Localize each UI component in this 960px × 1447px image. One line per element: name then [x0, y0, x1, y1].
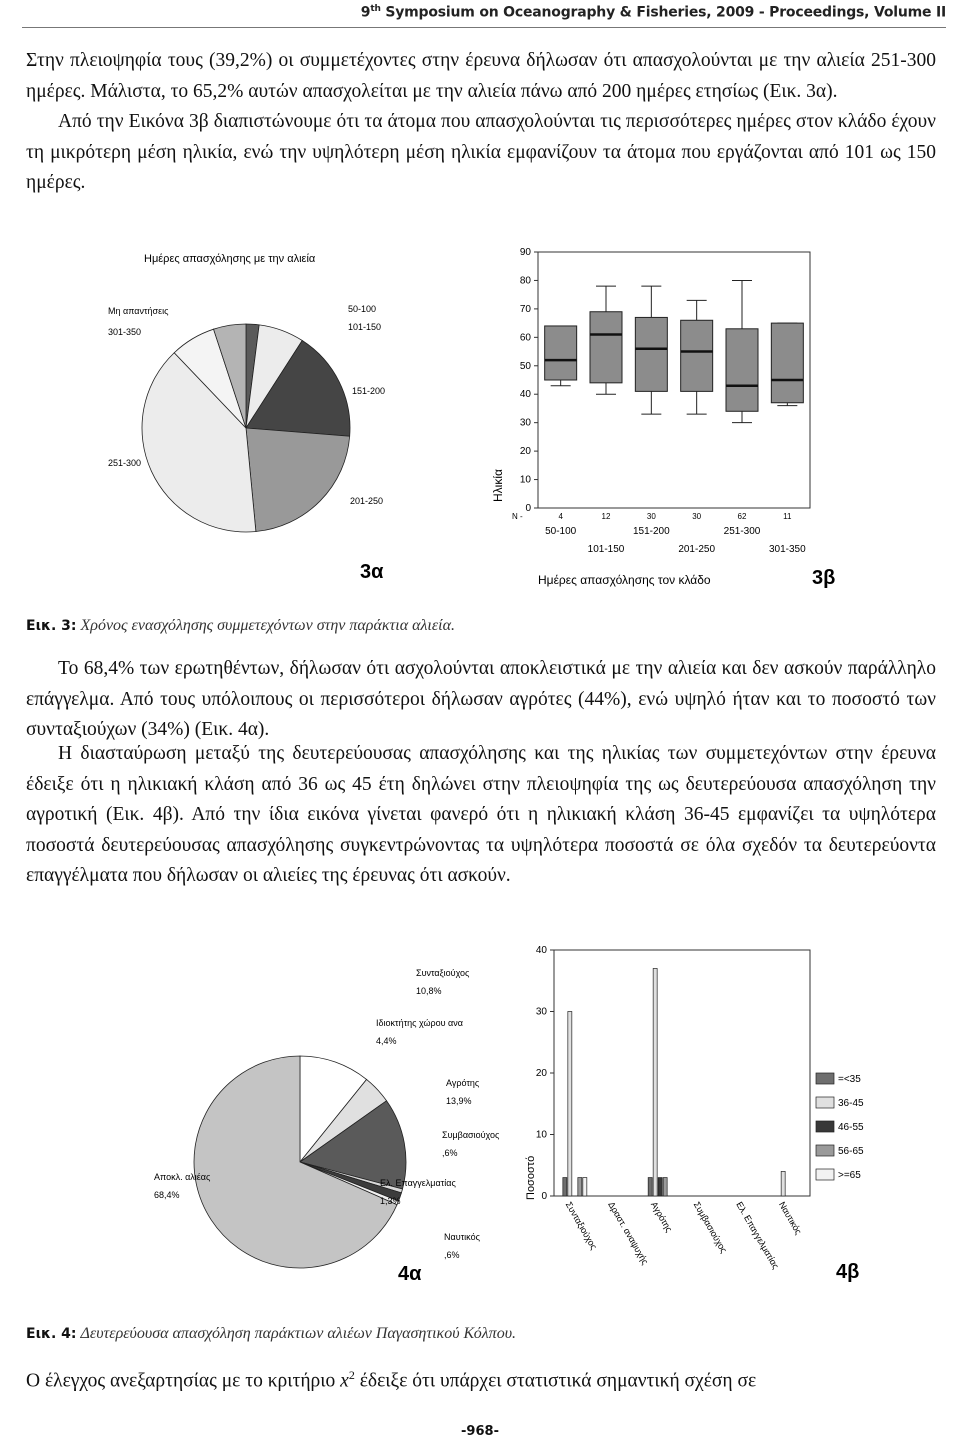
x-category-label: Αγρότης	[648, 1200, 675, 1234]
fig3b-xlabel: Ημέρες απασχόλησης τον κλάδο	[538, 573, 711, 587]
y-tick-label: 10	[519, 474, 531, 486]
box-4	[726, 329, 758, 411]
figure-3-caption: Εικ. 3: Χρόνος ενασχόλησης συμμετεχόντων στην παράκτια αλιεία.	[26, 617, 456, 634]
figure-4a-pie	[140, 962, 510, 1292]
fig3b-ylabel: Ηλικία	[491, 469, 505, 502]
bar	[648, 1178, 652, 1196]
legend-label: 56-65	[838, 1146, 864, 1157]
y-tick-label: 70	[519, 303, 531, 315]
pie-label: Ελ. Επαγγελματίας	[380, 1178, 456, 1188]
figure-4b-bar	[510, 930, 880, 1290]
x-category-label: 301-350	[768, 544, 806, 555]
pie-label: 1,3%	[380, 1196, 401, 1206]
bar	[568, 1012, 572, 1197]
y-tick-label: 50	[519, 360, 531, 372]
fig3b-panel-label: 3β	[812, 567, 836, 589]
y-tick-label: 60	[519, 332, 531, 344]
pie-label: 101-150	[348, 322, 382, 332]
pie-label: ,6%	[442, 1148, 458, 1158]
bar	[583, 1178, 587, 1196]
figure-3a-pie	[96, 236, 396, 586]
pie-label: 50-100	[348, 304, 377, 314]
pie-label: ,6%	[444, 1250, 460, 1260]
pie-label: Ιδιοκτήτης χώρου ανα	[376, 1018, 463, 1028]
legend-swatch	[816, 1169, 834, 1180]
x-category-label: 201-250	[678, 544, 716, 555]
pie-label: 13,9%	[446, 1096, 472, 1106]
x-category-label: 50-100	[545, 526, 577, 537]
pie-label: 201-250	[350, 496, 384, 506]
paragraph-2: Το 68,4% των ερωτηθέντων, δήλωσαν ότι ασχολούνται αποκλειστικά με την αλιεία και δεν ασκούν παράλληλο επάγγελμα. Από τους υπόλοιπους οι περισσότεροι δήλωσαν αγρότες (44%), ενώ υψηλό ήταν και το ποσοστό των συνταξιούχων (34%) (Εικ. 4α).	[26, 658, 936, 740]
pie-label: Μη απαντήσεις	[108, 306, 169, 316]
header-rule	[22, 27, 946, 28]
pie-label: 151-200	[352, 386, 386, 396]
running-header: 9th Symposium on Oceanography & Fisheries, 2009 - Proceedings, Volume II	[360, 4, 946, 21]
y-tick-label: 30	[519, 417, 531, 429]
box-1	[590, 312, 622, 383]
y-tick-label: 10	[535, 1129, 547, 1141]
legend-label: 46-55	[838, 1122, 864, 1133]
fig3a-panel-label: 3α	[360, 561, 384, 583]
x-category-label: Δραστ. αναψυχής	[606, 1200, 651, 1267]
y-tick-label: 90	[519, 247, 531, 258]
legend-swatch	[816, 1097, 834, 1108]
legend-swatch	[816, 1145, 834, 1156]
fig4a-panel-label: 4α	[398, 1263, 422, 1285]
pie-label: 68,4%	[154, 1190, 180, 1200]
box-2	[635, 317, 667, 391]
box-3	[681, 320, 713, 391]
bar	[658, 1178, 662, 1196]
pie-label: 301-350	[108, 327, 142, 337]
box-n: 30	[692, 512, 702, 521]
y-tick-label: 40	[519, 389, 531, 401]
fig4b-ylabel: Ποσοστό	[525, 1155, 537, 1200]
legend-label: =<35	[838, 1074, 861, 1085]
box-n: 11	[783, 512, 792, 521]
bar	[653, 968, 657, 1196]
x-category-label: Ναυτικός	[776, 1200, 804, 1237]
paragraph-1: Στην πλειοψηφία τους (39,2%) οι συμμετέχοντες στην έρευνα δήλωσαν ότι απασχολούνται με την αλιεία 251-300 ημέρες. Μάλιστα, το 65,2% αυτών απασχολείται με την αλιεία πάνω από 200 ημέρες ετησίως (Εικ. 3α). Από την Εικόνα 3β διαπιστώνουμε ότι τα άτομα που απασχολούνται τις περισσότερες ημέρες στον κλάδο έχουν τη μικρότερη μέση ηλικία, ενώ την υψηλότερη μέση ηλικία εμφανίζουν τα άτομα που εργάζονται από 101 ως 150 ημέρες.	[26, 50, 936, 193]
bar	[781, 1171, 785, 1196]
pie-label: Αγρότης	[446, 1078, 480, 1088]
pie-label: Ναυτικός	[444, 1232, 480, 1242]
pie-slice-3	[246, 428, 350, 532]
page-number: -968-	[461, 1424, 499, 1439]
legend-label: >=65	[838, 1170, 861, 1181]
x-category-label: 101-150	[587, 544, 625, 555]
figure-4-caption: Εικ. 4: Δευτερεύουσα απασχόληση παράκτιων αλιέων Παγασητικού Κόλπου.	[26, 1325, 517, 1342]
box-n: 4	[558, 512, 563, 521]
pie-label: Συνταξιούχος	[416, 968, 470, 978]
pie-label: Αποκλ. αλιέας	[154, 1172, 211, 1182]
n-label: N -	[512, 512, 523, 521]
y-tick-label: 30	[535, 1006, 547, 1018]
fig4b-panel-label: 4β	[836, 1261, 860, 1283]
box-n: 12	[601, 512, 611, 521]
plot-frame	[554, 950, 810, 1196]
box-5	[771, 323, 803, 403]
fig3a-title: Ημέρες απασχόλησης με την αλιεία	[144, 253, 316, 265]
box-n: 62	[737, 512, 747, 521]
bar	[563, 1178, 567, 1196]
legend-swatch	[816, 1121, 834, 1132]
y-tick-label: 40	[535, 945, 547, 956]
y-tick-label: 0	[525, 503, 531, 514]
pie-label: 4,4%	[376, 1036, 397, 1046]
bar	[663, 1178, 667, 1196]
x-category-label: Συνταξιούχος	[563, 1200, 599, 1252]
paragraph-3: Η διασταύρωση μεταξύ της δευτερεύουσας απασχόλησης και της ηλικίας των συμμετεχόντων στην έρευνα έδειξε ότι η ηλικιακή κλάση από 36 ως 45 έτη δηλώνει στην πλειοψηφία της ως δευτερεύουσα απασχόληση την αγροτική (Εικ. 4β). Από την ίδια εικόνα γίνεται φανερό ότι η ηλικιακή κλάση 36-45 εμφανίζει τα υψηλότερα ποσοστά δευτερεύουσας απασχόλησης συγκεντρώνοντας τα υψηλότερα ποσοστά σε όλα σχεδόν τα δευτερεύοντα επαγγέλματα που δήλωσαν οι αλιείες της έρευνας ότι ασκούν.	[26, 743, 936, 886]
y-tick-label: 20	[519, 446, 531, 458]
y-tick-label: 0	[541, 1191, 547, 1202]
legend-label: 36-45	[838, 1098, 864, 1109]
y-tick-label: 20	[535, 1068, 547, 1079]
x-category-label: 151-200	[632, 526, 670, 537]
x-category-label: Συμβασιούχος	[691, 1200, 729, 1255]
box-n: 30	[646, 512, 656, 521]
pie-label: 251-300	[108, 458, 142, 468]
x-category-label: 251-300	[723, 526, 761, 537]
pie-label: Συμβασιούχος	[442, 1130, 500, 1140]
figure-3b-boxplot	[488, 240, 848, 592]
paragraph-4: Ο έλεγχος ανεξαρτησίας με το κριτήριο $x^2$ έδειξε ότι υπάρχει στατιστικά σημαντική σχέση σε	[26, 1368, 757, 1392]
plot-frame	[538, 252, 810, 508]
box-0	[545, 326, 577, 380]
x-category-label: Ελ. Επαγγελματίας	[734, 1200, 781, 1271]
pie-label: 10,8%	[416, 986, 442, 996]
bar	[578, 1178, 582, 1196]
legend-swatch	[816, 1073, 834, 1084]
y-tick-label: 80	[519, 275, 531, 287]
